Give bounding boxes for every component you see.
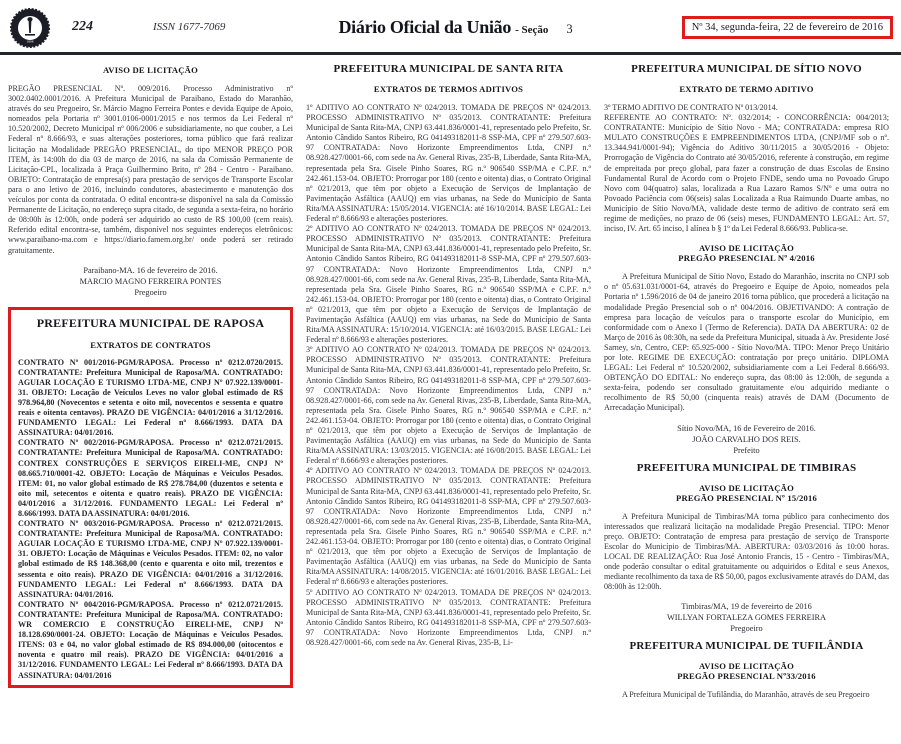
masthead: [0, 0, 901, 55]
santa-rita-aditivo-4: 4º ADITIVO AO CONTRATO Nº 024/2013. TOMADA DE PREÇOS Nº 024/2013. PROCESSO ADMINISTRATIVO Nº 035/2013. CONTRATANTE: Prefeitura Municipal de Santa Rita-MA, CNPJ 63.441.836/0001-41, representado pelo Prefeito, Sr. Antonio Cândido Santos Ribeiro, RG 041493182011-8 SSP-MA, CPF nº 279.507.603-97 CONTRATADA: Novo Horizonte Empreendimentos Ltda, CNPJ n.º 08.928.427/0001-66, com sede na Av. General Rivas, 235-B, Liberdade, Santa Rita-MA, representada pela Sra. Gisele Pinho Soares, RG n.º 906540 SSP/MA e C.P.F. n.º 242.461.153-04. OBJETO: Prorrogar por 180 (cento e oitenta) dias, o Contrato Original nº 021/2013, que têm por objeto a Execução de Serviços de Implantação de Pavimentação Asfáltica (AAUQ) em vias urbanas, na Sede do Município de Santa Rita/MA ASSINATURA: 14/08/2015. VIGENCIA: até 16/01/2016. BASE LEGAL: Lei Federal nº 8.666/93 e alterações posteriores.: [306, 466, 591, 587]
aviso-licitacao-label: AVISO DE LICITAÇÃO: [699, 661, 794, 672]
raposa-contract-4: CONTRATO Nº 004/2016-PGM/RAPOSA. Processo nº 0212.0721/2015. CONTRATANTE: Prefeitura Municipal de Raposa/MA. CONTRATADO: WR COMERCIO E CONSTRUÇÃO EIRELI-ME, CNPJ Nº 18.128.690/0001-24. OBJETO: Locação de Máquinas e Veículos Pesados. ITENS: 03 e 04, no valor global estimado de R$ 894.000,00 (oitocentos e noventa e quatro mil reais). PRAZO DE VIGÊNCIA: 04/01/2016 a 31/12/2016. FUNDAMENTO LEGAL: Lei Federal nº 8.666/1993. DATA DA ASSINATURA: 04/01/2016: [18, 599, 283, 680]
pregao-33-2016-label: PREGÃO PRESENCIAL Nº33/2016: [677, 671, 816, 682]
santa-rita-aditivo-2: 2º ADITIVO AO CONTRATO Nº 024/2013. TOMADA DE PREÇOS Nº 024/2013. PROCESSO ADMINISTRATIVO Nº 035/2013. CONTRATANTE: Prefeitura Municipal de Santa Rita-MA, CNPJ 63.441.836/0001-41, representado pelo Prefeito, Sr. Antonio Cândido Santos Ribeiro, RG 041493182011-8 SSP-MA, CPF nº 279.507.603-97 CONTRATADA: Novo Horizonte Empreendimentos Ltda, CNPJ n.º 08.928.427/0001-66, com sede na Av. General Rivas, 235-B, Liberdade, Santa Rita-MA, representada pela Sra. Gisele Pinho Soares, RG n.º 906540 SSP/MA e C.P.F. n.º 242.461.153-04. OBJETO: Prorrogar por 180 (cento e oitenta) dias, o Contrato Original nº 021/2013, que têm por objeto a Execução de Serviços de Implantação de Pavimentação Asfáltica (AAUQ) em vias urbanas, na Sede do Município de Santa Rita/MA ASSINATURA: 15/10/2014. VIGENCIA: até 16/03/2015. BASE LEGAL: Lei Federal nº 8.666/93 e alterações posteriores.: [306, 224, 591, 345]
santa-rita-aditivo-3: 3º ADITIVO AO CONTRATO Nº 024/2013. TOMADA DE PREÇOS Nº 024/2013. PROCESSO ADMINISTRATIVO Nº 035/2013. CONTRATANTE: Prefeitura Municipal de Santa Rita-MA, CNPJ 63.441.836/0001-41, representado pelo Prefeito, Sr. Antonio Cândido Santos Ribeiro, RG 041493182011-8 SSP-MA, CPF nº 279.507.603-97 CONTRATADA: Novo Horizonte Empreendimentos Ltda, CNPJ n.º 08.928.427/0001-66, com sede na Av. General Rivas, 235-B, Liberdade, Santa Rita-MA, representada pela Sra. Gisele Pinho Soares, RG n.º 906540 SSP/MA e C.P.F. n.º 242.461.153-04. OBJETO: Prorrogar por 180 (cento e oitenta) dias, o Contrato Original nº 021/2013, que têm por objeto a Execução de Serviços de Implantação de Pavimentação Asfáltica (AAUQ) em vias urbanas, na Sede do Município de Santa Rita/MA ASSINATURA: 13/03/2015. VIGENCIA: até 16/08/2015. BASE LEGAL: Lei Federal nº 8.666/93 e alterações posteriores.: [306, 345, 591, 466]
santa-rita-subheading: EXTRATOS DE TERMOS ADITIVOS: [373, 84, 524, 94]
signature-name: MARCIO MAGNO FERREIRA PONTES: [79, 276, 222, 286]
signature-role: Pregoeiro: [134, 287, 167, 297]
timbiras-aviso-heading: [604, 483, 889, 503]
sitio-novo-aviso-body: A Prefeitura Municipal de Sítio Novo, Estado do Maranhão, inscrita no CNPJ sob o nº 05.631.031/0001-64, através do Pregoeiro e Equipe de Apoio, nomeados pela Portaria nº 1.596/2016 de 04 de janeiro 2016 torna público, que procederá a licitação na modalidade Pregão Presencial sob o nº 004/2016. OBJETIVANDO: A contração de empresa para locação de veículos para o transporte escolar do Município, em conformidade com o Anexo I (Termo de Referencia). DATA DA ABERTURA: 02 de Março de 2016 às 08:30h, na sede da Prefeitura Municipal, situada à Av. Presidente José Sarney, s/n, Centro, CEP: 65.925-000 - Sítio Novo/MA. TIPO: Menor Preço Unitário por lote. REGIME DE EXECUÇÃO: contratação por preço unitário. DIPLOMA LEGAL: Lei Federal nº 10.520/2002, subsidiariamente com a Lei Federal 8.666/93. OBTENÇÃO DO EDITAL: No endereço supra, das 08:00 às 12:00h, de segunda a sexta-feira, podendo ser consultado gratuitamente e/ou adquirido mediante o recolhimento de R$ 50,00 (cinquenta reais) através de DAM (Documento de Arrecadação Municipal).: [604, 272, 889, 413]
signature-block-sitio-novo: [604, 423, 889, 456]
page-number: 224: [72, 19, 93, 34]
aviso-licitacao-label: AVISO DE LICITAÇÃO: [699, 243, 794, 254]
column-1: [8, 61, 293, 700]
highlight-box-raposa-section: [8, 307, 293, 688]
santa-rita-heading: PREFEITURA MUNICIPAL DE SANTA RITA: [333, 63, 564, 75]
section-label: - Seção: [515, 23, 549, 36]
issn-label: ISSN 1677-7069: [153, 21, 226, 33]
signature-block-paraibano: [8, 265, 293, 298]
sitio-novo-termo-title: 3º TERMO ADITIVO DE CONTRATO Nº 013/2014.: [604, 103, 778, 112]
signature-place: Paraibano-MA. 16 de fevereiro de 2016.: [83, 265, 218, 275]
content-columns: [0, 55, 901, 700]
raposa-contract-2: CONTRATO Nº 002/2016-PGM/RAPOSA. Processo nº 0212.0721/2015. CONTRATANTE: Prefeitura Municipal de Raposa/MA. CONTRATADO: CONTREX CONSTRUÇÕES E SERVIÇOS EIRELI-ME, CNPJ Nº 08.665.710/0001-42. OBJETO: Locação de Máquinas e Veículos Pesados. ITEM: 01, no valor global estimado de R$ 278.784,00 (duzentos e setenta e oito mil, setecentos e oitenta e quatro reais). PRAZO DE VIGÊNCIA: 04/01/2016 a 31/12/2016. FUNDAMENTO LEGAL: Lei Federal nº 8.666/1993. DATA DA ASSINATURA: 04/01/2016.: [18, 438, 283, 518]
edition-date: Nº 34, segunda-feira, 22 de fevereiro de 2016: [691, 21, 883, 33]
gazette-title-block: [255, 17, 655, 38]
aviso-licitacao-paraibano-heading: AVISO DE LICITAÇÃO: [103, 65, 198, 75]
signature-name: WILLYAN FORTALEZA GOMES FERREIRA: [666, 613, 827, 623]
section-number: 3: [566, 21, 573, 36]
signature-place: Timbiras/MA, 19 de fevereirto de 2016: [681, 602, 812, 612]
sitio-novo-heading: PREFEITURA MUNICIPAL DE SÍTIO NOVO: [631, 63, 862, 75]
tufilandia-heading: PREFEITURA MUNICIPAL DE TUFILÂNDIA: [629, 640, 864, 653]
signature-place: Sítio Novo/MA, 16 de Fevereiro de 2016.: [677, 423, 816, 433]
timbiras-aviso-body: A Prefeitura Municipal de Timbiras/MA torna público para conhecimento dos interessados que realizará licitação na modalidade Pregão Presencial. TIPO: Menor preço. OBJETO: Contratação de empresa para prestação de serviço de Transporte Escolar do Município de Timbiras/MA. ABERTURA: 03/03/2016 às 10:00 horas. LOCAL DE REALIZAÇÃO: Rua José Antonio Francis, 15 - Centro - Timbiras/MA, onde poderão consultar o edital gratuitamente ou adquiridos o Edital e seus Anexos, mediante recolhimento da taxa de R$ 50,00, pagos exclusivamente através do DAM, das 08:00h às 12:00h.: [604, 511, 889, 592]
pregao-4-2016-label: PREGÃO PRESENCIAL Nº 4/2016: [678, 253, 815, 264]
tufilandia-aviso-body-partial: A Prefeitura Municipal de Tufilândia, do Maranhão, através de seu Pregoeiro: [622, 690, 870, 700]
imprensa-nacional-seal-icon: [10, 8, 50, 48]
signature-role: Prefeito: [733, 445, 760, 455]
column-2: [306, 61, 591, 700]
raposa-heading: PREFEITURA MUNICIPAL DE RAPOSA: [36, 315, 265, 330]
santa-rita-aditivo-1: 1º ADITIVO AO CONTRATO Nº 024/2013. TOMADA DE PREÇOS Nº 024/2013. PROCESSO ADMINISTRATIVO Nº 035/2013. CONTRATANTE: Prefeitura Municipal de Santa Rita-MA, CNPJ 63.441.836/0001-41, representado pelo Prefeito, Sr. Antonio Cândido Santos Ribeiro, RG 041493182011-8 SSP-MA, CPF nº 279.507.603-97 CONTRATADA: Novo Horizonte Empreendimentos Ltda, CNPJ n.º 08.928.427/0001-66, com sede na Av. General Rivas, 235-B, Liberdade, Santa Rita-MA, representada pela Sra. Gisele Pinho Soares, RG n.º 906540 SSP/MA e C.P.F. n.º 242.461.153-04. OBJETO: Prorrogar por 180 (cento e oitenta) dias, o Contrato Original nº 021/2013, que têm por objeto a Execução de Serviços de Implantação de Pavimentação Asfáltica (AAUQ) em vias urbanas, na Sede do Município de Santa Rita/MA ASSINATURA: 15/05/2014. VIGENCIA: até 16/10/2014. BASE LEGAL: Lei Federal nº 8.666/93 e alterações posteriores.: [306, 103, 591, 224]
aviso-licitacao-label: AVISO DE LICITAÇÃO: [699, 482, 794, 493]
svg-text:1808: 1808: [26, 39, 34, 44]
sitio-novo-subheading: EXTRATO DE TERMO ADITIVO: [679, 84, 814, 94]
aviso-licitacao-paraibano-body: PREGÃO PRESENCIAL Nº. 009/2016. Processo Administrativo nº 3002.0402.0001/2016. A Prefeitura Municipal de Paraibano, Estado do Maranhão, através do seu Pregoeiro, Sr. Márcio Magno Ferreira Pontes e devida Equipe de Apoio, nomeados pela Portaria nº 3001.0106-0001/2015 e nos termos da Lei Federal nº 10.520/2002, Decreto Municipal nº 006/2006 e subsidiariamente, no que couber, a Lei Federal nº 8.666/93, e suas alterações posteriores, torna público que fará realizar licitação na Modalidade PREGÃO PRESENCIAL, do tipo MENOR PREÇO POR ITEM, às 14:00h do dia 03 de março de 2016, na sala da Comissão Permanente de Licitação-CPL, localizada à Praça Guilhermino Brito, nº 284 - Centro - Paraibano. OBJETO: Contratação de empresa(s) para prestação de serviços de Transporte Escolar para o ano letivo de 2016, incluindo condutores, abastecimento e manutenção dos veículos por conta da contratada. O edital encontra-se disponível na sala da Comissão Permanente de Licitação, no endereço supra citado, de segunda a sexta-feira, no horário de 08:00h às 12:00h, onde poderá ser adquirido ao custo de R$ 100,00 (cem reais). Referido edital encontra-se, também, disponível nos seguintes endereços eletrônicos: www.paraibano-ma.com e https://diario.famem.org.br/ onde poderá ser retirado gratuitamente.: [8, 84, 293, 255]
signature-role: Pregoeiro: [730, 624, 763, 634]
pregao-15-2016-label: PREGÃO PRESENCIAL Nº 15/2016: [676, 492, 817, 503]
raposa-contract-1: CONTRATO Nº 001/2016-PGM/RAPOSA. Processo nº 0212.0720/2015. CONTRATANTE: Prefeitura Municipal de Raposa/MA. CONTRATADO: AGUIAR LOCAÇÃO E TURISMO LTDA-ME, CNPJ Nº 07.922.139/0001-31. OBJETO: Locação de Veículos Leves no valor global estimado de R$ 978.964,80 (Novecentos e setenta e oito mil, novecentos e sessenta e quatro reais e oitenta centavos). PRAZO DE VIGÊNCIA: 04/01/2016 a 31/12/2016. FUNDAMENTO LEGAL: Lei Federal nº 8.666/1993. DATA DA ASSINATURA: 04/01/2016.: [18, 357, 283, 438]
column-3: [604, 61, 889, 700]
signature-block-timbiras: [604, 601, 889, 634]
tufilandia-aviso-heading: [604, 661, 889, 681]
santa-rita-aditivo-5: 5º ADITIVO AO CONTRATO Nº 024/2013. TOMADA DE PREÇOS Nº 024/2013. PROCESSO ADMINISTRATIVO Nº 035/2013. CONTRATANTE: Prefeitura Municipal de Santa Rita-MA, CNPJ 63.441.836/0001-41, representado pelo Prefeito, Sr. Antonio Cândido Santos Ribeiro, RG 041493182011-8 SSP-MA, CPF nº 279.507.603-97 CONTRATADA: Novo Horizonte Empreendimentos Ltda, CNPJ n.º 08.928.427/0001-66, com sede na Av. General Rivas, 235-B, Li-: [306, 587, 591, 647]
raposa-contract-3: CONTRATO Nº 003/2016-PGM/RAPOSA. Processo nº 0212.0721/2015. CONTRATANTE: Prefeitura Municipal de Raposa/MA. CONTRATADO: AGUIAR LOCAÇÃO E TURISMO LTDA-ME, CNPJ Nº 07.922.139/0001-31. OBJETO: Locação de Máquinas e Veículos Pesados. ITEM: 02, no valor global estimado de R$ 148.368,00 (cento e quarenta e oito mil, trezentos e sessenta e oito reais). PRAZO DE VIGÊNCIA: 04/01/2016 a 31/12/2016. FUNDAMENTO LEGAL: Lei Federal nº 8.666/1993. DATA DA ASSINATURA: 04/01/2016.: [18, 519, 283, 599]
sitio-novo-termo-body: REFERENTE AO CONTRATO: Nº. 032/2014; - CONCORRÊNCIA: 004/2013; CONTRATANTE: Município de Sítio Novo - MA; CONTRATADA: empresa RIO MULATO CONSTRUÇÕES E EMPREENDIMENTOS LTDA, (CNPJ/MF sob o nº. 13.344.941/0001-94); Vigência do Aditivo 30/11/2015 a 30/05/2016 - Objeto: Prorrogação de Vigência do Contrato até 30/05/2016, referente à construção, em regime de empreitada por preço global, para fazer a construção de duas Escolas de Ensino Fundamental Rural de Acordo com o Projeto FNDE, sendo uma no Povoado Grupo Novo com 04(quatro) salas, localizada a Rua Lazaro Ramos S/Nº e uma outra no Povoado Paciência com 06(seis) salas Localizada a Rua Raimundo Duarte ambas, no Município de Sítio Novo/MA, validade deste termo de aditivo de contrato será em regime de medições, no prazo de 06 (seis) meses, FUNDAMENTO LEGAL: Art. 57, inciso, IV. Art. 65 inciso, I alínea b § 1º da Lei Federal 8.666/93. Publica-se.: [604, 113, 889, 234]
timbiras-heading: PREFEITURA MUNICIPAL DE TIMBIRAS: [636, 461, 857, 474]
highlight-box-edition-date: [682, 16, 893, 39]
signature-name: JOÃO CARVALHO DOS REIS.: [692, 434, 801, 444]
gazette-title: Diário Oficial da União: [338, 16, 512, 37]
raposa-subheading: EXTRATOS DE CONTRATOS: [90, 339, 211, 350]
sitio-novo-aviso-heading: [604, 243, 889, 263]
